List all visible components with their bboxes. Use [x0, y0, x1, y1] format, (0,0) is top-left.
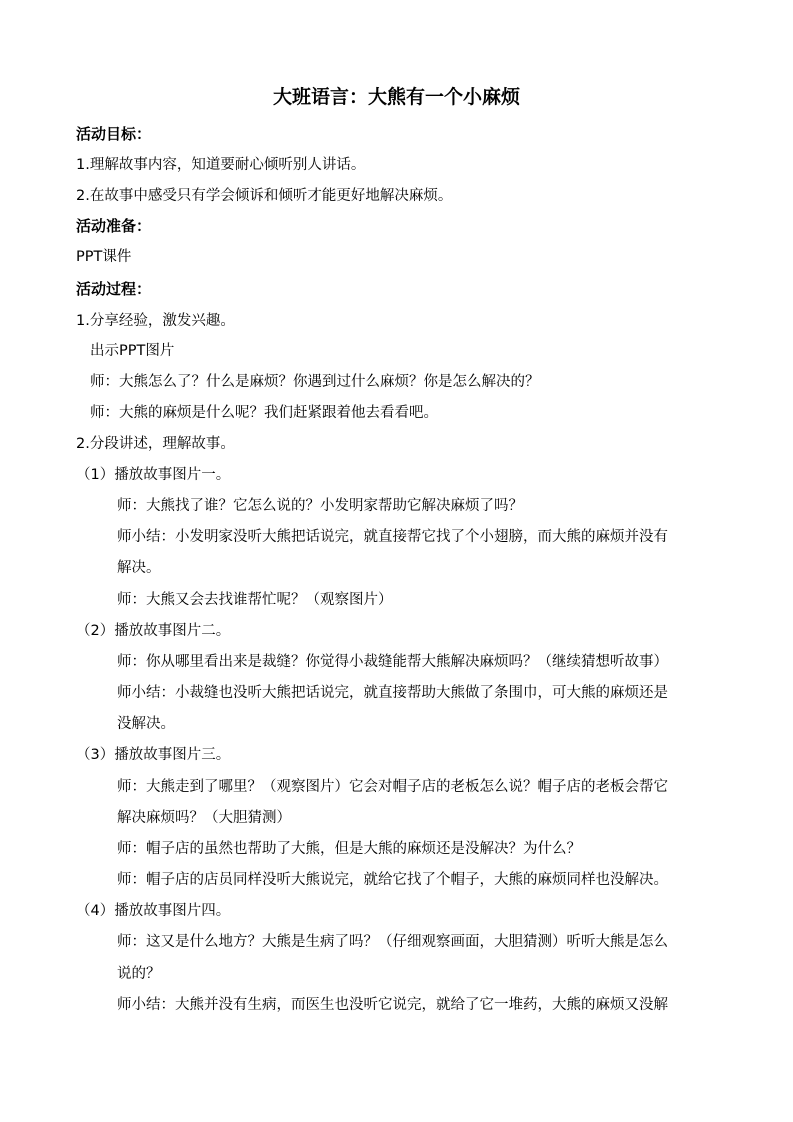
paragraph-line: 师：你从哪里看出来是裁缝？你觉得小裁缝能帮大熊解决麻烦吗？（继续猜想听故事） [117, 654, 668, 670]
paragraph-line: 出示PPT图片 [90, 343, 175, 359]
paragraph-line: 师：大熊找了谁？它怎么说的？小发明家帮助它解决麻烦了吗？ [117, 498, 523, 514]
section-heading-goals: 活动目标： [76, 125, 152, 143]
paragraph-line: 师小结：小裁缝也没听大熊把话说完，就直接帮助大熊做了条围巾，可大熊的麻烦还是 [117, 685, 668, 701]
paragraph-line: 没解决。 [117, 716, 175, 732]
goal-item: 1.理解故事内容，知道要耐心倾听别人讲话。 [76, 157, 366, 173]
goal-item: 2.在故事中感受只有学会倾诉和倾听才能更好地解决麻烦。 [76, 188, 453, 204]
process-step: 1.分享经验，激发兴趣。 [76, 313, 235, 329]
paragraph-line: 师：大熊的麻烦是什么呢？我们赶紧跟着他去看看吧。 [90, 405, 438, 421]
paragraph-line: 师：帽子店的虽然也帮助了大熊，但是大熊的麻烦还是没解决？为什么？ [117, 841, 581, 857]
sub-step: （2）播放故事图片二。 [76, 623, 231, 639]
paragraph-line: 解决麻烦吗？（大胆猜测） [117, 810, 291, 826]
paragraph-line: 师小结：大熊并没有生病，而医生也没听它说完，就给了它一堆药，大熊的麻烦又没解 [117, 997, 668, 1013]
paragraph-line: 说的？ [117, 966, 161, 982]
paragraph-line: 师：大熊怎么了？什么是麻烦？你遇到过什么麻烦？你是怎么解决的？ [90, 374, 540, 390]
paragraph-line: 师：大熊走到了哪里？（观察图片）它会对帽子店的老板怎么说？帽子店的老板会帮它 [117, 779, 668, 795]
sub-step: （4）播放故事图片四。 [76, 903, 231, 919]
paragraph-line: 师：大熊又会去找谁帮忙呢？（观察图片） [117, 592, 393, 608]
section-heading-process: 活动过程： [76, 280, 152, 298]
paragraph-line: 师：帽子店的店员同样没听大熊说完，就给它找了个帽子，大熊的麻烦同样也没解决。 [117, 872, 668, 888]
paragraph-line: 师：这又是什么地方？大熊是生病了吗？（仔细观察画面，大胆猜测）听听大熊是怎么 [117, 934, 668, 950]
paragraph-line: 师小结：小发明家没听大熊把话说完，就直接帮它找了个小翅膀，而大熊的麻烦并没有 [117, 529, 668, 545]
paragraph-line: 解决。 [117, 560, 161, 576]
preparation-item: PPT课件 [76, 249, 132, 265]
sub-step: （1）播放故事图片一。 [76, 467, 231, 483]
document-title: 大班语言：大熊有一个小麻烦 [272, 86, 520, 108]
sub-step: （3）播放故事图片三。 [76, 747, 231, 763]
section-heading-preparation: 活动准备： [76, 217, 152, 235]
process-step: 2.分段讲述，理解故事。 [76, 436, 235, 452]
